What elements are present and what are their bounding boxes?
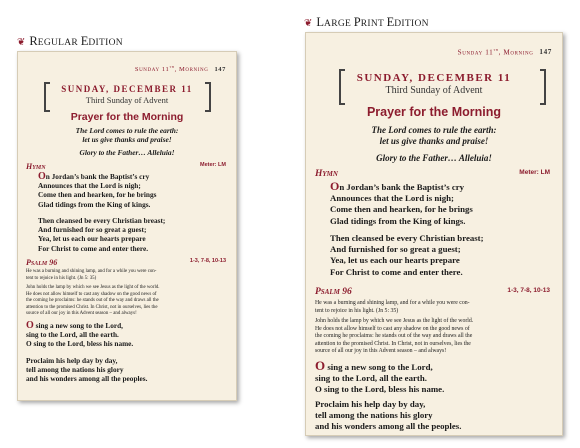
psalm-title: Psalm 96 xyxy=(315,287,352,297)
hymn-stanza-2 xyxy=(38,216,165,253)
doxology: Glory to the Father… Alleluia! xyxy=(376,153,492,163)
psalm-intro-1: He was a burning and shining lamp, and for a while you were con- tent to rejoice in his light. (Jn 5: 35) xyxy=(315,300,470,314)
psalm-header xyxy=(315,287,550,297)
psalm-line: O sing a new song to the Lord, xyxy=(26,320,123,331)
hymn-line: Yea, let us each our hearts prepare xyxy=(330,255,460,266)
psalm-intro-2: John holds the lamp by which we see Jesus as the light of the world. He does not allow himself to cast any shadow on the good news of the coming he proclaims: he stands out of the way and draws all the attention to the promised Christ. In Christ, not in ourselves, lies the source of all our joy in this Advent season – and always! xyxy=(315,318,474,355)
hymn-header xyxy=(315,169,550,179)
antiphon-line-1: The Lord comes to rule the earth: xyxy=(75,126,179,135)
hymn-line: Come then and hearken, for he brings xyxy=(38,190,157,200)
psalm-stanza-2 xyxy=(26,356,147,384)
page-number: 147 xyxy=(539,48,552,57)
large-print-edition-page xyxy=(305,32,563,436)
fleuron-icon: ❦ xyxy=(17,37,26,48)
antiphon-line-1: The Lord comes to rule the earth: xyxy=(371,125,497,135)
day-subtitle: Third Sunday of Advent xyxy=(85,95,169,105)
fleuron-icon: ❦ xyxy=(304,18,313,29)
hymn-line: Then cleansed be every Christian breast; xyxy=(38,216,166,225)
drop-cap: O xyxy=(26,320,34,331)
hymn-stanza-1 xyxy=(38,172,156,209)
drop-cap: O xyxy=(330,179,340,193)
antiphon-line-2: let us give thanks and praise! xyxy=(82,135,172,144)
psalm-line: O sing a new song to the Lord, xyxy=(315,358,433,373)
drop-cap: O xyxy=(315,358,326,373)
hymn-title: Hymn xyxy=(26,162,46,171)
psalm-line: sing to the Lord, all the earth. xyxy=(26,330,119,340)
prayer-title: Prayer for the Morning xyxy=(366,105,502,119)
psalm-verses: 1-3, 7-8, 10-13 xyxy=(189,258,226,264)
hymn-meter: Meter: LM xyxy=(519,169,550,176)
psalm-stanza-2 xyxy=(315,399,461,432)
hymn-line: For Christ to come and enter there. xyxy=(38,243,149,253)
day-heading xyxy=(306,72,562,96)
psalm-line: O sing to the Lord, bless his name. xyxy=(315,384,445,394)
hymn-line: Yea, let us each our hearts prepare xyxy=(38,234,146,244)
prayer-title: Prayer for the Morning xyxy=(70,111,184,123)
running-head: Sunday 11th, Morning 147 xyxy=(134,64,226,74)
psalm-line: tell among the nations his glory xyxy=(26,365,124,375)
page-number: 147 xyxy=(214,66,226,74)
psalm-line: Proclaim his help day by day, xyxy=(315,399,426,409)
doxology: Glory to the Father… Alleluia! xyxy=(79,148,175,157)
hymn-line: And furnished for so great a guest; xyxy=(330,244,461,255)
hymn-title: Hymn xyxy=(315,169,338,179)
hymn-meter: Meter: LM xyxy=(200,162,226,168)
large-print-edition-label: ❦ LARGE PRINT EDITION xyxy=(304,15,429,29)
psalm-line: and his wonders among all the peoples. xyxy=(315,421,462,431)
antiphon-line-2: let us give thanks and praise! xyxy=(379,136,489,146)
regular-edition-page xyxy=(17,51,237,401)
hymn-line: Glad tidings from the King of kings. xyxy=(330,215,466,226)
hymn-line: Then cleansed be every Christian breast; xyxy=(330,233,484,243)
psalm-stanza-1 xyxy=(26,321,133,349)
running-head: Sunday 11th, Morning 147 xyxy=(457,48,552,57)
psalm-title: Psalm 96 xyxy=(26,258,58,267)
day-heading xyxy=(18,84,236,105)
psalm-line: Proclaim his help day by day, xyxy=(26,356,118,365)
hymn-line: Announces that the Lord is nigh; xyxy=(38,181,141,191)
hymn-stanza-2 xyxy=(330,233,484,278)
psalm-line: tell among the nations his glory xyxy=(315,410,433,420)
hymn-line: Glad tidings from the King of kings. xyxy=(38,199,151,209)
hymn-line: Announces that the Lord is nigh; xyxy=(330,193,454,204)
day-subtitle: Third Sunday of Advent xyxy=(385,85,483,96)
psalm-line: sing to the Lord, all the earth. xyxy=(315,373,427,383)
day-title: SUNDAY, DECEMBER 11 xyxy=(61,84,193,94)
psalm-verses: 1-3, 7-8, 10-13 xyxy=(507,287,550,294)
psalm-line: O sing to the Lord, bless his name. xyxy=(26,339,134,349)
psalm-intro-1: He was a burning and shining lamp, and for a while you were con- tent to rejoice in his light. (Jn 5: 35) xyxy=(26,269,157,281)
hymn-stanza-1 xyxy=(330,181,473,227)
regular-edition-label: ❦ REGULAR EDITION xyxy=(17,34,123,48)
hymn-line: On Jordan’s bank the Baptist’s cry xyxy=(38,171,150,182)
psalm-stanza-1 xyxy=(315,360,444,395)
hymn-line: For Christ to come and enter there. xyxy=(330,266,463,277)
psalm-line: and his wonders among all the peoples. xyxy=(26,374,148,384)
psalm-intro-2: John holds the lamp by which we see Jesus as the light of the world. He does not allow himself to cast any shadow on the good news of the coming he proclaims: he stands out of the way and draws all the attention to the promised Christ. In Christ, not in ourselves, lies the source of all our joy in this Advent season – and always! xyxy=(26,285,160,317)
day-title: SUNDAY, DECEMBER 11 xyxy=(356,72,512,84)
hymn-line: And furnished for so great a guest; xyxy=(38,225,147,235)
psalm-header xyxy=(26,258,226,267)
hymn-line: On Jordan’s bank the Baptist’s cry xyxy=(330,179,465,193)
hymn-header xyxy=(26,162,226,171)
drop-cap: O xyxy=(38,171,46,182)
hymn-line: Come then and hearken, for he brings xyxy=(330,204,473,215)
